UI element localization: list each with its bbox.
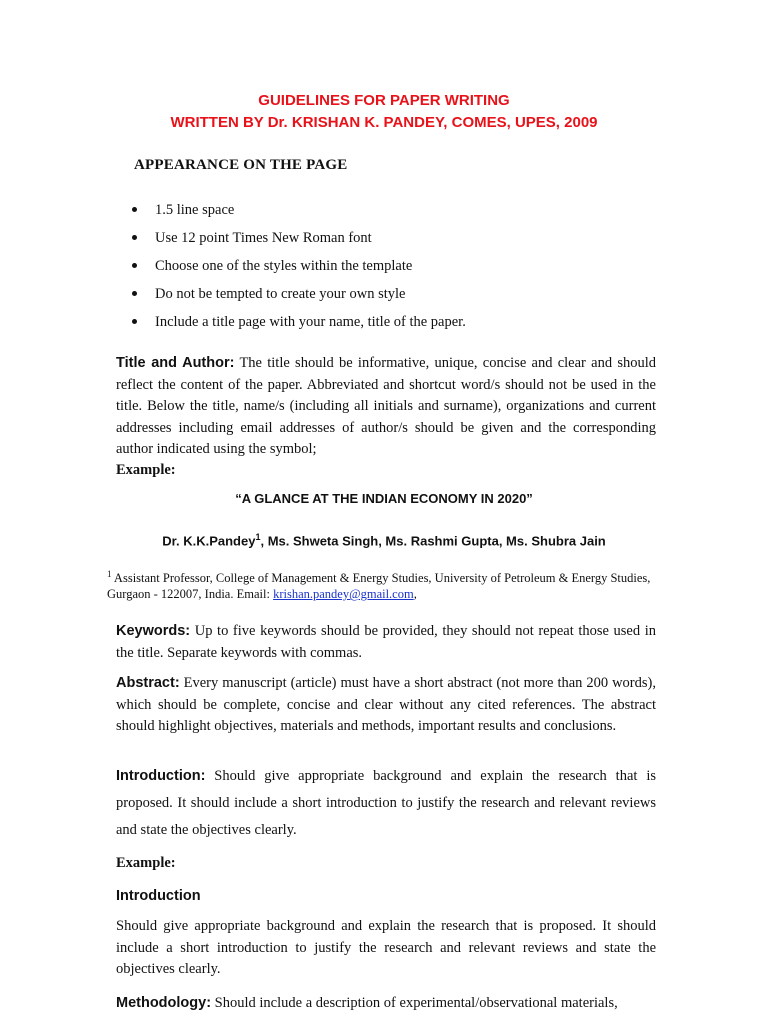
abstract-text: Every manuscript (article) must have a short abstract (not more than 200 words), which should be complete, concise and clear without any cited references. The abstract should highlight objectives, materials and methods, important results and conclusions. bbox=[116, 675, 656, 734]
example2-label: Example: bbox=[116, 855, 176, 871]
example-authors bbox=[0, 532, 768, 548]
affiliation-superscript: 1 bbox=[107, 569, 112, 579]
appearance-bullet-list bbox=[130, 199, 466, 339]
methodology-text: Should include a description of experimental/observational materials, bbox=[211, 995, 618, 1011]
document-title: GUIDELINES FOR PAPER WRITING bbox=[258, 92, 510, 109]
affiliation-body: Assistant Professor, College of Management & Energy Studies, University of Petroleum & Energy Studies, Gurgaon - 122007, India. Email: bbox=[107, 571, 651, 602]
example-introduction-paragraph: Should give appropriate background and explain the research that is proposed. It should include a short introduction to justify the research and relevant reviews and state the objectives clearly. bbox=[116, 918, 656, 977]
title-author-paragraph bbox=[116, 353, 656, 461]
keywords-text: Up to five keywords should be provided, they should not repeat those used in the title. Separate keywords with commas. bbox=[116, 623, 656, 661]
bullet-item: 1.5 line space bbox=[130, 199, 466, 227]
introduction-text: Should give appropriate background and explain the research that is proposed. It should include a short introduction to justify the research and relevant reviews and state the objectives clearly. bbox=[116, 768, 656, 838]
affiliation-text bbox=[107, 566, 667, 602]
bullet-item: Include a title page with your name, title of the paper. bbox=[130, 311, 466, 339]
title-author-label: Title and Author: bbox=[116, 355, 235, 371]
title-author-text: The title should be informative, unique, concise and clear and should reflect the content of the paper. Abbreviated and shortcut word/s should not be used in the title. Below the title, name/s (including all initials and surname), organizations and current addresses including email addresses of author/s should be given and the corresponding author indicated using the symbol; bbox=[116, 355, 657, 457]
appearance-heading: APPEARANCE ON THE PAGE bbox=[134, 157, 348, 173]
bullet-item: Use 12 point Times New Roman font bbox=[130, 227, 466, 255]
email-link[interactable]: krishan.pandey@gmail.com bbox=[273, 587, 414, 602]
keywords-label: Keywords: bbox=[116, 623, 191, 639]
author-first: Dr. K.K.Pandey bbox=[162, 533, 256, 549]
methodology-label: Methodology: bbox=[116, 995, 212, 1011]
methodology-paragraph bbox=[116, 993, 676, 1015]
introduction-paragraph bbox=[116, 763, 656, 844]
author-superscript: 1 bbox=[255, 532, 261, 542]
bullet-item: Choose one of the styles within the template bbox=[130, 255, 466, 283]
document-author-line: WRITTEN BY Dr. KRISHAN K. PANDEY, COMES, UPES, 2009 bbox=[170, 114, 598, 131]
affiliation-end: , bbox=[413, 587, 417, 602]
introduction-label: Introduction: bbox=[116, 768, 206, 784]
bullet-item: Do not be tempted to create your own style bbox=[130, 283, 466, 311]
introduction-subheading: Introduction bbox=[116, 888, 201, 904]
abstract-paragraph bbox=[116, 673, 656, 738]
example-paper-title: “A GLANCE AT THE INDIAN ECONOMY IN 2020” bbox=[235, 491, 533, 506]
example-label: Example: bbox=[116, 462, 176, 478]
keywords-paragraph bbox=[116, 621, 656, 664]
abstract-label: Abstract: bbox=[116, 675, 180, 691]
authors-rest: , Ms. Shweta Singh, Ms. Rashmi Gupta, Ms. Shubra Jain bbox=[260, 533, 606, 549]
